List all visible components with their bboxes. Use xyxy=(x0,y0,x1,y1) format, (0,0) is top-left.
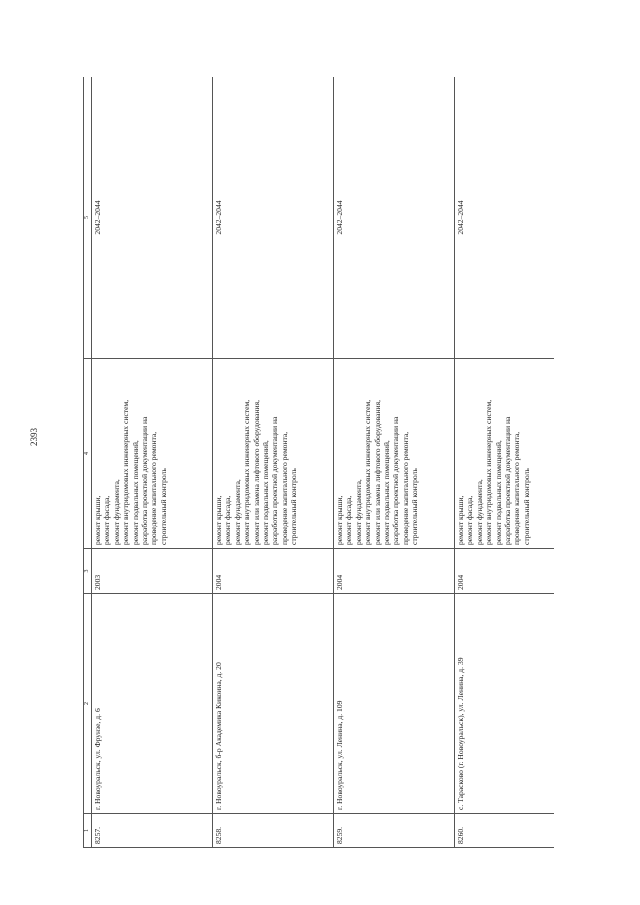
work-item: ремонт крыши, xyxy=(214,495,223,545)
work-item: проведение капитального ремонта, xyxy=(400,431,410,545)
work-item: ремонт фасада, xyxy=(102,495,112,545)
year-cell: 2004 xyxy=(334,549,455,594)
table-row xyxy=(334,77,455,848)
works-cell xyxy=(92,359,213,549)
work-item: ремонт фундамента, xyxy=(232,479,242,545)
year-cell: 2004 xyxy=(455,549,555,594)
year-cell: 2003 xyxy=(92,549,213,594)
column-number: 2 xyxy=(84,594,92,814)
page-number: 2393 xyxy=(29,428,39,446)
year-cell: 2004 xyxy=(213,549,334,594)
work-item: ремонт крыши, xyxy=(335,495,344,545)
work-item: ремонт или замена лифтового оборудования, xyxy=(251,400,261,545)
work-item: разработка проектной документации на xyxy=(270,416,280,545)
column-number: 1 xyxy=(84,814,92,848)
period-cell: 2042–2044 xyxy=(334,77,455,359)
work-item: ремонт внутридомовых инженерных систем, xyxy=(121,399,131,545)
work-item: ремонт фасада, xyxy=(465,495,475,545)
period-cell: 2042–2044 xyxy=(92,77,213,359)
works-cell xyxy=(455,359,555,549)
work-item: строительный контроль xyxy=(289,468,299,545)
row-number: 8259. xyxy=(334,814,455,848)
work-item: разработка проектной документации на xyxy=(503,416,513,545)
work-item: разработка проектной документации на xyxy=(391,416,401,545)
table-row xyxy=(455,77,555,848)
address-cell: с. Тарасково (г. Новоуральск), ул. Ленина, д. 39 xyxy=(455,594,555,814)
work-item: ремонт внутридомовых инженерных систем, xyxy=(363,399,373,545)
period-cell: 2042–2044 xyxy=(213,77,334,359)
work-item: ремонт крыши, xyxy=(93,495,102,545)
repair-schedule-table xyxy=(83,77,554,848)
work-item: строительный контроль xyxy=(158,468,168,545)
work-item: ремонт фасада, xyxy=(223,495,233,545)
row-number: 8257. xyxy=(92,814,213,848)
work-item: ремонт подвальных помещений, xyxy=(382,440,392,545)
work-item: ремонт внутридомовых инженерных систем, xyxy=(484,399,494,545)
address-cell: г. Новоуральск, б-р Академика Кикоина, д. 20 xyxy=(213,594,334,814)
work-item: ремонт подвальных помещений, xyxy=(261,440,271,545)
work-item: ремонт фасада, xyxy=(344,495,354,545)
work-item: разработка проектной документации на xyxy=(140,416,150,545)
works-cell xyxy=(213,359,334,549)
work-item: ремонт подвальных помещений, xyxy=(130,440,140,545)
table-viewport xyxy=(83,77,554,848)
work-item: ремонт подвальных помещений, xyxy=(493,440,503,545)
column-number-row xyxy=(84,77,92,848)
table-row xyxy=(213,77,334,848)
work-item: проведение капитального ремонта, xyxy=(279,431,289,545)
work-item: ремонт фундамента, xyxy=(111,479,121,545)
row-number: 8258. xyxy=(213,814,334,848)
work-item: строительный контроль xyxy=(521,468,531,545)
work-item: ремонт фундамента, xyxy=(353,479,363,545)
row-number: 8260. xyxy=(455,814,555,848)
work-item: проведение капитального ремонта, xyxy=(149,431,159,545)
work-item: строительный контроль xyxy=(410,468,420,545)
address-cell: г. Новоуральск, ул. Фрунзе, д. 6 xyxy=(92,594,213,814)
rotated-table-container xyxy=(83,77,554,848)
work-item: ремонт крыши, xyxy=(456,495,465,545)
column-number: 4 xyxy=(84,359,92,549)
period-cell: 2042–2044 xyxy=(455,77,555,359)
work-item: ремонт внутридомовых инженерных систем, xyxy=(242,399,252,545)
column-number: 3 xyxy=(84,549,92,594)
work-item: ремонт или замена лифтового оборудования, xyxy=(372,400,382,545)
work-item: ремонт фундамента, xyxy=(474,479,484,545)
address-cell: г. Новоуральск, ул. Ленина, д. 109 xyxy=(334,594,455,814)
works-cell xyxy=(334,359,455,549)
work-item: проведение капитального ремонта, xyxy=(512,431,522,545)
table-row xyxy=(92,77,213,848)
column-number: 5 xyxy=(84,77,92,359)
